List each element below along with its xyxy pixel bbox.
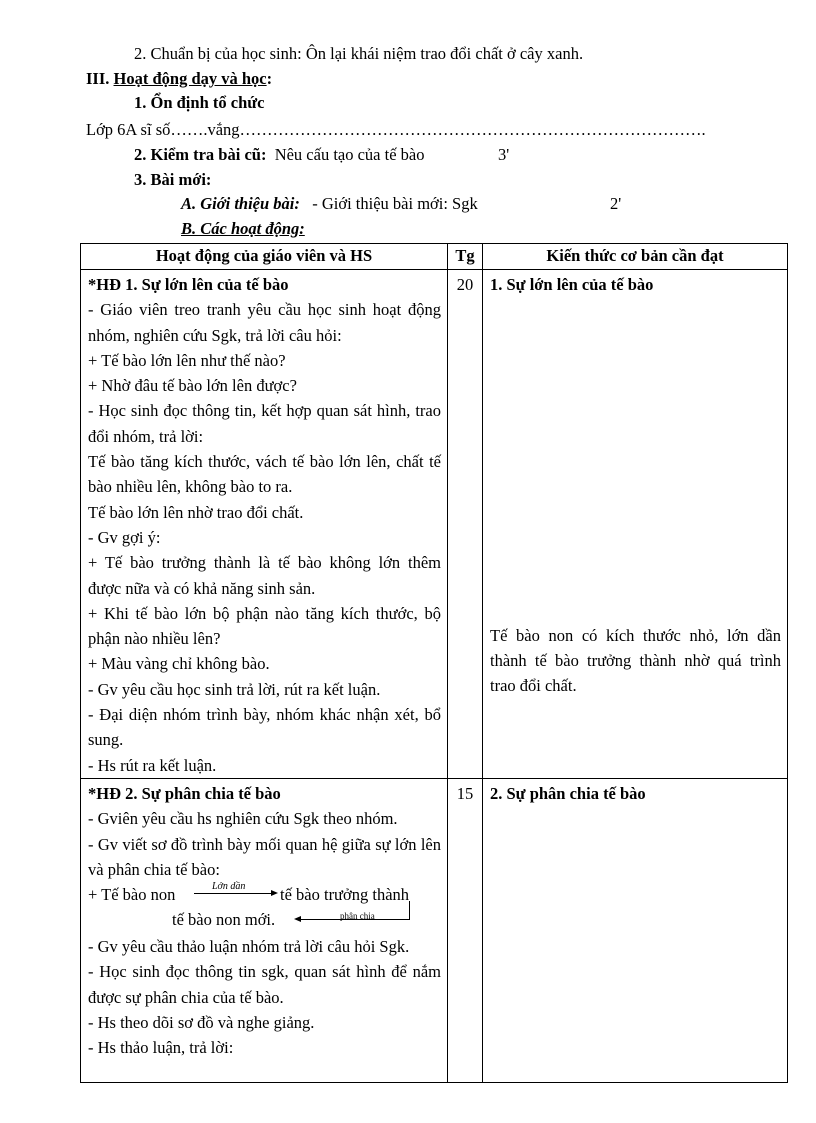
section-3-heading xyxy=(86,69,272,89)
row1-title: *HĐ 1. Sự lớn lên của tế bào xyxy=(88,275,289,294)
row2-time-cell xyxy=(448,778,483,1082)
diagram-start-label: + Tế bào non xyxy=(88,885,176,905)
item-2-text: Nêu cấu tạo của tế bào xyxy=(274,145,425,164)
row1-knowledge-text: Tế bào non có kích thước nhỏ, lớn dần thành tế bào trưởng thành nhờ quá trình trao đổi chất. xyxy=(490,625,781,696)
diagram-mid-label: tế bào trưởng thành xyxy=(280,885,410,905)
class-attendance-line: Lớp 6A sĩ số…….vắng…………………………………………………………………………. xyxy=(86,120,706,139)
row2-knowledge-title: 2. Sự phân chia tế bào xyxy=(490,783,646,803)
intro-time: 2' xyxy=(610,194,622,213)
row2-line: - Gv yêu cầu thảo luận nhóm trả lời câu hỏi Sgk. xyxy=(88,937,410,957)
row1-time: 20 xyxy=(456,275,474,294)
row1-line: + Nhờ đâu tế bào lớn lên được? xyxy=(88,376,297,396)
row2-line: - Gv viết sơ đồ trình bày mối quan hệ giữa sự lớn lên và phân chia tế bào: xyxy=(88,834,441,879)
diagram-arrow1-head xyxy=(271,890,278,896)
row1-knowledge-title: 1. Sự lớn lên của tế bào xyxy=(490,275,654,294)
section-3-number: III. xyxy=(86,69,114,88)
row1-line: + Màu vàng chỉ không bào. xyxy=(88,654,270,674)
intro-label: A. Giới thiệu bài: xyxy=(181,194,300,213)
item-2-review xyxy=(134,145,425,165)
row1-line: Tế bào tăng kích thước, vách tế bào lớn lên, chất tế bào nhiều lên, không bào to ra. xyxy=(88,452,441,497)
student-preparation-line: 2. Chuẩn bị của học sinh: Ôn lại khái niệm trao đổi chất ở cây xanh. xyxy=(134,44,584,63)
table-row xyxy=(81,270,788,779)
row1-line: - Gv yêu cầu học sinh trả lời, rút ra kết luận. xyxy=(88,679,381,699)
row1-knowledge-cell xyxy=(483,270,788,779)
row1-line: - Học sinh đọc thông tin, kết hợp quan sát hình, trao đổi nhóm, trả lời: xyxy=(88,401,441,446)
header-time: Tg xyxy=(448,244,483,270)
row2-time: 15 xyxy=(456,783,474,803)
row1-line: + Khi tế bào lớn bộ phận nào tăng kích thước, bộ phận nào nhiều lên? xyxy=(88,603,441,649)
row2-line: - Hs thảo luận, trả lời: xyxy=(88,1038,234,1058)
item-3-new-lesson: 3. Bài mới: xyxy=(134,170,212,189)
diagram-arrow1-label: Lớn dần xyxy=(212,881,246,893)
diagram-arrow2-head xyxy=(294,916,301,922)
row1-line: - Hs rút ra kết luận. xyxy=(88,755,217,775)
diagram-arrow1-line xyxy=(194,893,271,894)
row1-line: - Gv gợi ý: xyxy=(88,527,161,547)
intro-text: - Giới thiệu bài mới: Sgk xyxy=(312,194,478,213)
item-1-organization: 1. Ổn định tổ chức xyxy=(134,93,265,112)
row2-title: *HĐ 2. Sự phân chia tế bào xyxy=(88,783,281,803)
item-2-label: 2. Kiểm tra bài cũ: xyxy=(134,145,267,164)
row2-line: - Hs theo dõi sơ đồ và nghe giảng. xyxy=(88,1013,315,1033)
row2-activity-cell xyxy=(81,778,448,1082)
diagram-end-label: tế bào non mới. xyxy=(172,910,276,930)
row2-knowledge-cell xyxy=(483,778,788,1082)
row1-line: Tế bào lớn lên nhờ trao đổi chất. xyxy=(88,502,304,522)
activities-heading: B. Các hoạt động: xyxy=(181,219,305,238)
item-2-time: 3' xyxy=(498,145,510,164)
diagram-connector xyxy=(409,901,410,919)
diagram-arrow2-label: phân chia xyxy=(340,911,375,922)
row1-line: - Đại diện nhóm trình bày, nhóm khác nhận xét, bổ sung. xyxy=(88,705,441,750)
activities-table xyxy=(80,243,788,1083)
row1-time-cell xyxy=(448,270,483,779)
growth-division-diagram xyxy=(88,882,441,934)
row1-activity-cell xyxy=(81,270,448,779)
row1-line: + Tế bào lớn lên như thế nào? xyxy=(88,350,286,370)
row1-line: + Tế bào trưởng thành là tế bào không lớn thêm được nữa và có khả năng sinh sản. xyxy=(88,553,441,598)
row1-line: - Giáo viên treo tranh yêu cầu học sinh hoạt động nhóm, nghiên cứu Sgk, trả lời câu hỏi: xyxy=(88,300,441,345)
intro-line xyxy=(181,194,478,214)
row2-line: - Gviên yêu cầu hs nghiên cứu Sgk theo nhóm. xyxy=(88,809,398,829)
row2-line: - Học sinh đọc thông tin sgk, quan sát hình để nắm được sự phân chia của tế bào. xyxy=(88,962,441,1007)
table-header-row xyxy=(81,244,788,270)
section-3-colon: : xyxy=(266,69,273,88)
section-3-title: Hoạt động dạy và học xyxy=(113,69,267,88)
header-basic-knowledge: Kiến thức cơ bản cần đạt xyxy=(483,244,788,270)
table-row xyxy=(81,778,788,1082)
header-teacher-student-activity: Hoạt động của giáo viên và HS xyxy=(81,244,448,270)
